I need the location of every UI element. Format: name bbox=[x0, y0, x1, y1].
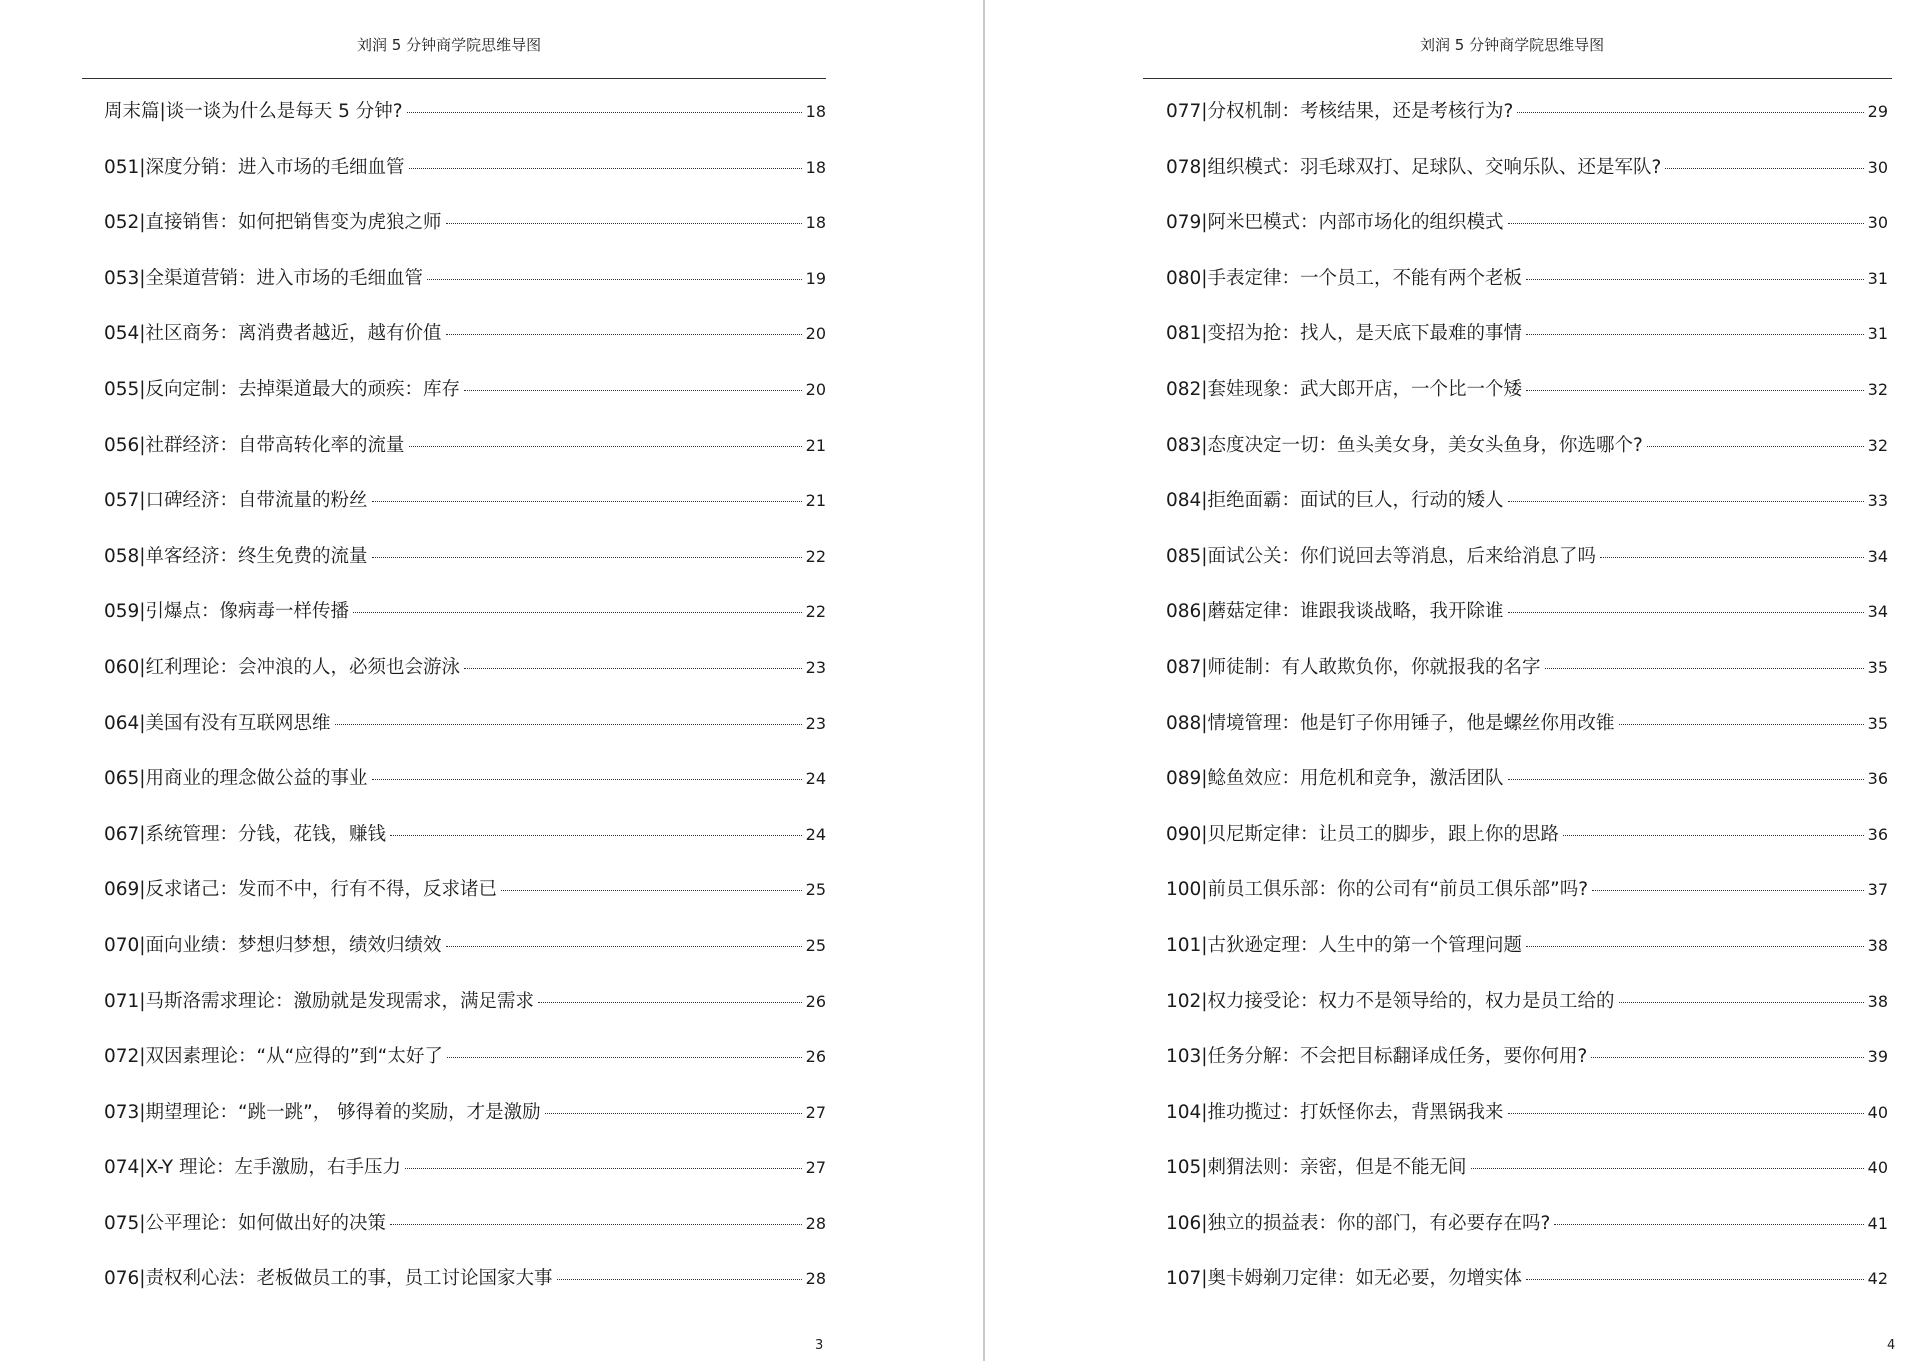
toc-entry[interactable] bbox=[104, 255, 826, 311]
header-rule bbox=[82, 78, 826, 79]
toc-dot-leader bbox=[427, 279, 802, 280]
toc-entry-page: 28 bbox=[805, 1269, 826, 1289]
toc-entry-title: 084|拒绝面霸：面试的巨人，行动的矮人 bbox=[1166, 490, 1504, 512]
toc-entry-title: 105|刺猬法则：亲密，但是不能无间 bbox=[1166, 1157, 1467, 1179]
toc-dot-leader bbox=[1619, 1002, 1864, 1003]
toc-entry[interactable] bbox=[104, 144, 826, 200]
toc-dot-leader bbox=[1545, 668, 1864, 669]
toc-dot-leader bbox=[446, 334, 802, 335]
toc-dot-leader bbox=[1508, 1113, 1864, 1114]
toc-dot-leader bbox=[353, 612, 802, 613]
toc-entry[interactable] bbox=[104, 533, 826, 589]
toc-entry-page: 27 bbox=[805, 1102, 826, 1122]
toc-entry[interactable] bbox=[1166, 199, 1888, 255]
toc-entry[interactable] bbox=[104, 1089, 826, 1145]
header-rule bbox=[1143, 78, 1892, 79]
toc-entry-title: 101|古狄逊定理：人生中的第一个管理问题 bbox=[1166, 934, 1523, 956]
toc-entry[interactable] bbox=[1166, 1144, 1888, 1200]
toc-entry-page: 26 bbox=[805, 991, 826, 1011]
toc-dot-leader bbox=[501, 890, 802, 891]
toc-entry-page: 30 bbox=[1867, 157, 1888, 177]
toc-entry-title: 058|单客经济：终生免费的流量 bbox=[104, 545, 368, 567]
toc-entry-title: 106|独立的损益表：你的部门，有必要存在吗? bbox=[1166, 1212, 1551, 1234]
toc-entry-title: 060|红利理论：会冲浪的人，必须也会游泳 bbox=[104, 656, 461, 678]
toc-entry-page: 23 bbox=[805, 713, 826, 733]
toc-entry-page: 29 bbox=[1867, 102, 1888, 121]
toc-dot-leader bbox=[390, 1224, 802, 1225]
toc-entry-title: 107|奥卡姆剃刀定律：如无必要，勿增实体 bbox=[1166, 1268, 1523, 1290]
toc-list bbox=[1166, 88, 1888, 1311]
toc-entry-page: 18 bbox=[805, 102, 826, 121]
toc-entry[interactable] bbox=[1166, 922, 1888, 978]
toc-entry-title: 077|分权机制：考核结果，还是考核行为? bbox=[1166, 101, 1514, 122]
toc-dot-leader bbox=[446, 223, 802, 224]
toc-entry-title: 073|期望理论：“跳一跳”， 够得着的奖励，才是激励 bbox=[104, 1101, 541, 1123]
toc-entry-page: 38 bbox=[1867, 935, 1888, 955]
toc-entry-title: 周末篇|谈一谈为什么是每天 5 分钟? bbox=[104, 101, 403, 122]
toc-entry[interactable] bbox=[104, 588, 826, 644]
toc-entry[interactable] bbox=[1166, 88, 1888, 144]
toc-entry-page: 36 bbox=[1867, 769, 1888, 789]
toc-entry-title: 102|权力接受论：权力不是领导给的，权力是员工给的 bbox=[1166, 990, 1615, 1012]
toc-dot-leader bbox=[446, 946, 802, 947]
toc-dot-leader bbox=[1554, 1224, 1863, 1225]
toc-entry-title: 067|系统管理：分钱，花钱，赚钱 bbox=[104, 823, 387, 845]
toc-entry-page: 24 bbox=[805, 824, 826, 844]
toc-entry[interactable] bbox=[104, 366, 826, 422]
toc-entry-page: 23 bbox=[805, 657, 826, 677]
toc-entry-title: 075|公平理论：如何做出好的决策 bbox=[104, 1212, 387, 1234]
toc-entry[interactable] bbox=[1166, 422, 1888, 478]
toc-entry-title: 070|面向业绩：梦想归梦想，绩效归绩效 bbox=[104, 934, 442, 956]
toc-entry[interactable] bbox=[1166, 255, 1888, 311]
toc-entry-page: 22 bbox=[805, 602, 826, 622]
toc-list bbox=[104, 88, 826, 1311]
toc-entry-title: 055|反向定制：去掉渠道最大的顽疾：库存 bbox=[104, 378, 461, 400]
toc-dot-leader bbox=[1508, 223, 1864, 224]
toc-entry-title: 052|直接销售：如何把销售变为虎狼之师 bbox=[104, 212, 442, 234]
right-page bbox=[985, 0, 1931, 1361]
toc-entry-title: 054|社区商务：离消费者越近，越有价值 bbox=[104, 323, 442, 345]
toc-dot-leader bbox=[409, 168, 802, 169]
toc-entry-page: 30 bbox=[1867, 213, 1888, 233]
toc-entry[interactable] bbox=[104, 978, 826, 1034]
toc-entry[interactable] bbox=[1166, 978, 1888, 1034]
toc-entry-title: 080|手表定律：一个员工，不能有两个老板 bbox=[1166, 267, 1523, 289]
toc-entry-page: 32 bbox=[1867, 379, 1888, 399]
toc-entry[interactable] bbox=[104, 1033, 826, 1089]
toc-entry[interactable] bbox=[1166, 1033, 1888, 1089]
toc-dot-leader bbox=[1591, 1057, 1863, 1058]
toc-entry-page: 38 bbox=[1867, 991, 1888, 1011]
toc-entry[interactable] bbox=[104, 811, 826, 867]
toc-dot-leader bbox=[1600, 557, 1864, 558]
toc-entry-title: 085|面试公关：你们说回去等消息，后来给消息了吗 bbox=[1166, 545, 1597, 567]
toc-entry-page: 27 bbox=[805, 1158, 826, 1178]
toc-entry-page: 19 bbox=[805, 268, 826, 288]
toc-entry-page: 34 bbox=[1867, 546, 1888, 566]
toc-dot-leader bbox=[1508, 501, 1864, 502]
toc-entry-page: 33 bbox=[1867, 491, 1888, 511]
toc-dot-leader bbox=[1592, 890, 1864, 891]
toc-entry-title: 065|用商业的理念做公益的事业 bbox=[104, 768, 368, 790]
toc-entry-title: 053|全渠道营销：进入市场的毛细血管 bbox=[104, 267, 424, 289]
toc-entry[interactable] bbox=[1166, 700, 1888, 756]
toc-entry[interactable] bbox=[104, 310, 826, 366]
toc-entry-page: 34 bbox=[1867, 602, 1888, 622]
toc-entry[interactable] bbox=[1166, 588, 1888, 644]
toc-entry-page: 41 bbox=[1867, 1213, 1888, 1233]
toc-entry-page: 22 bbox=[805, 546, 826, 566]
toc-dot-leader bbox=[464, 668, 802, 669]
toc-entry[interactable] bbox=[104, 1255, 826, 1311]
toc-entry[interactable] bbox=[104, 1144, 826, 1200]
toc-entry[interactable] bbox=[1166, 366, 1888, 422]
toc-entry-page: 35 bbox=[1867, 713, 1888, 733]
toc-entry-title: 086|蘑菇定律：谁跟我谈战略，我开除谁 bbox=[1166, 601, 1504, 623]
toc-entry-title: 051|深度分销：进入市场的毛细血管 bbox=[104, 156, 405, 178]
toc-dot-leader bbox=[372, 557, 802, 558]
toc-dot-leader bbox=[1471, 1168, 1864, 1169]
toc-entry-page: 25 bbox=[805, 935, 826, 955]
toc-entry-page: 32 bbox=[1867, 435, 1888, 455]
toc-entry-title: 082|套娃现象：武大郎开店，一个比一个矮 bbox=[1166, 378, 1523, 400]
toc-entry-title: 056|社群经济：自带高转化率的流量 bbox=[104, 434, 405, 456]
toc-entry-page: 35 bbox=[1867, 657, 1888, 677]
toc-dot-leader bbox=[1619, 724, 1864, 725]
toc-dot-leader bbox=[1526, 334, 1864, 335]
toc-dot-leader bbox=[372, 501, 802, 502]
toc-entry-title: 069|反求诸己：发而不中，行有不得，反求诸已 bbox=[104, 879, 498, 901]
toc-entry-page: 40 bbox=[1867, 1158, 1888, 1178]
toc-entry-title: 081|变招为抢：找人，是天底下最难的事情 bbox=[1166, 323, 1523, 345]
toc-dot-leader bbox=[557, 1279, 802, 1280]
page-number: 4 bbox=[1887, 1338, 1896, 1353]
toc-entry[interactable] bbox=[104, 199, 826, 255]
toc-entry-page: 40 bbox=[1867, 1102, 1888, 1122]
toc-entry-title: 100|前员工俱乐部：你的公司有“前员工俱乐部”吗? bbox=[1166, 879, 1589, 901]
toc-entry-title: 090|贝尼斯定律：让员工的脚步，跟上你的思路 bbox=[1166, 823, 1560, 845]
toc-dot-leader bbox=[1526, 279, 1864, 280]
toc-entry-page: 36 bbox=[1867, 824, 1888, 844]
toc-entry-page: 28 bbox=[805, 1213, 826, 1233]
toc-entry[interactable] bbox=[104, 922, 826, 978]
toc-entry-page: 21 bbox=[805, 435, 826, 455]
toc-entry-page: 26 bbox=[805, 1047, 826, 1067]
toc-dot-leader bbox=[545, 1113, 802, 1114]
toc-dot-leader bbox=[405, 1168, 802, 1169]
toc-entry-title: 103|任务分解：不会把目标翻译成任务，要你何用? bbox=[1166, 1046, 1588, 1068]
toc-entry-page: 39 bbox=[1867, 1047, 1888, 1067]
toc-entry[interactable] bbox=[104, 755, 826, 811]
toc-entry[interactable] bbox=[1166, 477, 1888, 533]
toc-entry[interactable] bbox=[1166, 811, 1888, 867]
toc-dot-leader bbox=[407, 112, 802, 113]
toc-dot-leader bbox=[1647, 446, 1864, 447]
toc-dot-leader bbox=[538, 1002, 802, 1003]
toc-entry[interactable] bbox=[1166, 144, 1888, 200]
toc-entry-title: 079|阿米巴模式：内部市场化的组织模式 bbox=[1166, 212, 1504, 234]
toc-dot-leader bbox=[1517, 112, 1863, 113]
toc-dot-leader bbox=[464, 390, 802, 391]
toc-entry-title: 089|鲶鱼效应：用危机和竞争，激活团队 bbox=[1166, 768, 1504, 790]
toc-entry-page: 25 bbox=[805, 880, 826, 900]
toc-dot-leader bbox=[1508, 779, 1864, 780]
toc-entry[interactable] bbox=[1166, 1255, 1888, 1311]
page-header-title: 刘润 5 分钟商学院思维导图 bbox=[357, 36, 542, 54]
toc-entry-page: 18 bbox=[805, 213, 826, 233]
toc-entry-page: 31 bbox=[1867, 268, 1888, 288]
toc-entry-page: 18 bbox=[805, 157, 826, 177]
toc-entry-title: 104|推功揽过：打妖怪你去，背黑锅我来 bbox=[1166, 1101, 1504, 1123]
toc-entry-page: 20 bbox=[805, 379, 826, 399]
toc-dot-leader bbox=[1526, 946, 1864, 947]
toc-entry-title: 083|态度决定一切：鱼头美女身，美女头鱼身，你选哪个? bbox=[1166, 434, 1643, 456]
toc-entry[interactable] bbox=[104, 422, 826, 478]
toc-entry[interactable] bbox=[104, 700, 826, 756]
toc-entry-title: 072|双因素理论：“从“应得的”到“太好了 bbox=[104, 1046, 443, 1068]
toc-entry-page: 21 bbox=[805, 491, 826, 511]
toc-entry[interactable] bbox=[1166, 1089, 1888, 1145]
toc-entry-title: 057|口碑经济：自带流量的粉丝 bbox=[104, 490, 368, 512]
toc-entry-page: 42 bbox=[1867, 1269, 1888, 1289]
toc-entry-title: 076|责权利心法：老板做员工的事，员工讨论国家大事 bbox=[104, 1268, 553, 1290]
page-header-title: 刘润 5 分钟商学院思维导图 bbox=[1420, 36, 1605, 54]
toc-dot-leader bbox=[390, 835, 802, 836]
toc-entry-title: 088|情境管理：他是钉子你用锤子，他是螺丝你用改锥 bbox=[1166, 712, 1615, 734]
toc-entry[interactable] bbox=[1166, 866, 1888, 922]
toc-entry-title: 071|马斯洛需求理论：激励就是发现需求，满足需求 bbox=[104, 990, 535, 1012]
toc-entry[interactable] bbox=[104, 866, 826, 922]
toc-entry-title: 087|师徒制：有人敢欺负你，你就报我的名字 bbox=[1166, 656, 1541, 678]
toc-entry[interactable] bbox=[104, 88, 826, 144]
toc-entry-title: 059|引爆点：像病毒一样传播 bbox=[104, 601, 350, 623]
toc-dot-leader bbox=[1665, 168, 1863, 169]
toc-entry-page: 24 bbox=[805, 769, 826, 789]
toc-dot-leader bbox=[1526, 390, 1864, 391]
toc-dot-leader bbox=[1563, 835, 1864, 836]
toc-entry-title: 074|X-Y 理论：左手激励，右手压力 bbox=[104, 1157, 401, 1179]
toc-entry[interactable] bbox=[104, 1200, 826, 1256]
toc-entry-title: 078|组织模式：羽毛球双打、足球队、交响乐队、还是军队? bbox=[1166, 156, 1662, 178]
toc-entry[interactable] bbox=[1166, 644, 1888, 700]
toc-entry-page: 31 bbox=[1867, 324, 1888, 344]
toc-entry-title: 064|美国有没有互联网思维 bbox=[104, 712, 331, 734]
toc-dot-leader bbox=[447, 1057, 802, 1058]
toc-entry-page: 20 bbox=[805, 324, 826, 344]
toc-dot-leader bbox=[1526, 1279, 1864, 1280]
page-number: 3 bbox=[815, 1338, 824, 1353]
toc-dot-leader bbox=[372, 779, 802, 780]
toc-entry-page: 37 bbox=[1867, 880, 1888, 900]
toc-entry[interactable] bbox=[104, 477, 826, 533]
toc-entry[interactable] bbox=[1166, 1200, 1888, 1256]
toc-entry[interactable] bbox=[104, 644, 826, 700]
toc-dot-leader bbox=[1508, 612, 1864, 613]
toc-entry[interactable] bbox=[1166, 310, 1888, 366]
toc-entry[interactable] bbox=[1166, 533, 1888, 589]
toc-entry[interactable] bbox=[1166, 755, 1888, 811]
toc-dot-leader bbox=[335, 724, 802, 725]
toc-dot-leader bbox=[409, 446, 802, 447]
